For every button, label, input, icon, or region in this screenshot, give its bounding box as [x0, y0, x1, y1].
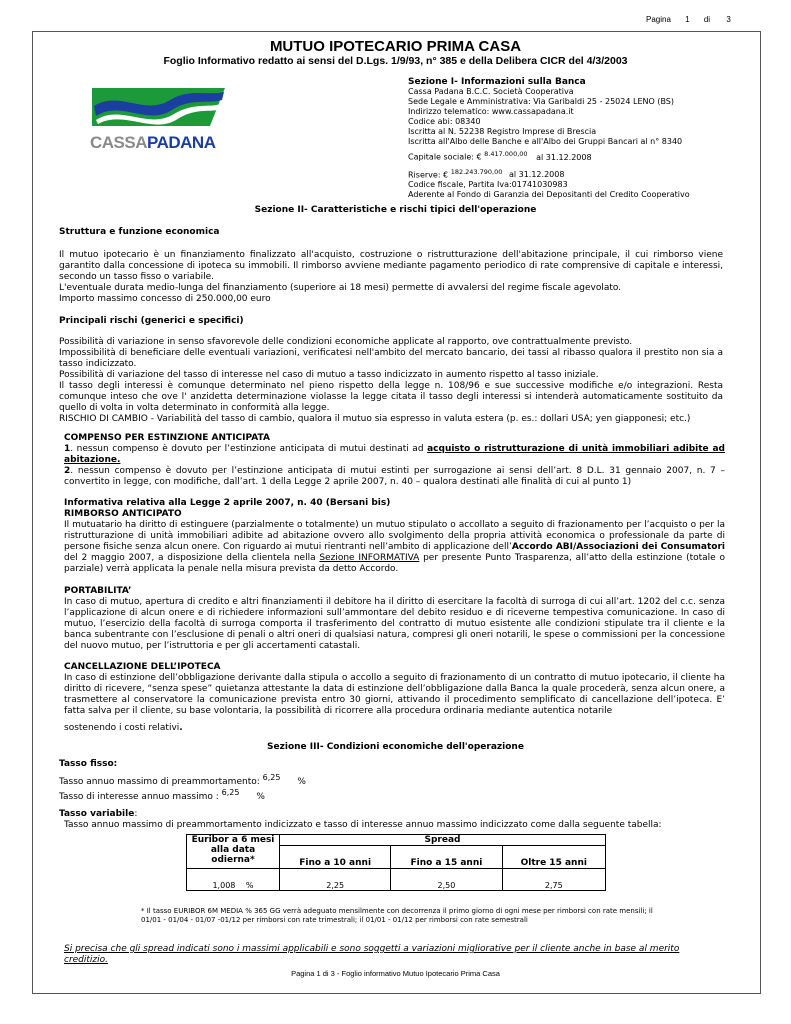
tasso-variabile-heading	[59, 809, 137, 820]
struttura-text	[59, 250, 723, 305]
rischi-text	[59, 337, 723, 425]
cancellazione-end: sostenendo i costi relativi	[64, 723, 180, 733]
compenso-block	[64, 433, 725, 488]
bank-registry: Iscritta al N. 52238 Registro Imprese di Brescia	[408, 127, 597, 136]
cancellazione-dot: .	[179, 723, 183, 733]
page-total: 3	[726, 15, 731, 24]
euribor-pct: %	[245, 881, 254, 890]
spread-cell-3: 2,75	[502, 869, 605, 891]
compenso-n2: 2	[64, 466, 71, 476]
bank-address: Sede Legale e Amministrativa: Via Garibaldi 25 - 25024 LENO (BS)	[408, 97, 674, 106]
bank-albo: Iscritta all'Albo delle Banche e all'Albo dei Gruppi Bancari al n° 8340	[408, 137, 683, 146]
bank-guarantee-fund: Aderente al Fondo di Garanzia dei Depositanti del Credito Cooperativo	[408, 190, 690, 200]
spread-table	[186, 834, 606, 891]
bank-website: Indirizzo telematico: www.cassapadana.it	[408, 107, 574, 116]
riserve-value: 182.243.790,00	[450, 167, 503, 176]
page-number: 1	[685, 15, 690, 24]
bank-tax-code: Codice fiscale, Partita Iva:01741030983	[408, 180, 568, 190]
variabile-intro: Tasso annuo massimo di preammortamento indicizzato e tasso di interesse annuo massimo indicizzato come dalla seguente tabella:	[64, 820, 662, 830]
struttura-heading: Struttura e funzione economica	[59, 227, 220, 237]
rischi-heading: Principali rischi (generici e specifici)	[59, 316, 244, 326]
bersani-block	[64, 498, 725, 575]
struttura-p1: Il mutuo ipotecario è un finanziamento finalizzato all'acquisto, costruzione o ristrutturazione dell'abitazione principale, il cui rimborso viene garantito dalla concessione di ipoteca su immobili. Il rimborso avviene mediante pagamento periodico di rate comprensive di capitale e interessi, secondo un tasso fisso o variabile.	[59, 250, 723, 282]
bank-info	[408, 77, 748, 200]
tasso-variabile-label: Tasso variabile	[59, 809, 135, 819]
compenso-p2: . nessun compenso è dovuto per l’estinzione anticipata di mutui estinti per surrogazione ai sensi dell’art. 8 D.L. 31 gennaio 2007, n. 7 – convertito in legge, con modifiche, dall’art. 1 della Legge 2 aprile 2007, n. 40 – qualora destinati alle finalità di cui al punto 1)	[64, 466, 725, 487]
fisso-pct-1: %	[297, 777, 306, 787]
section-3-heading: Sezione III- Condizioni economiche dell'operazione	[267, 742, 524, 752]
riserve-label: Riserve: €	[408, 170, 449, 180]
page-label: Pagina	[646, 15, 671, 24]
col-oltre-15: Oltre 15 anni	[502, 846, 605, 869]
compenso-p1a: . nessun compenso è dovuto per l’estinzione anticipata di mutui destinati ad	[70, 444, 428, 454]
fisso-label-2: Tasso di interesse annuo massimo :	[59, 792, 219, 802]
compenso-p1b: acquisto o ristrutturazione di unità immobiliari adibite ad abitazione.	[64, 444, 725, 465]
rischi-p1: Possibilità di variazione in senso sfavorevole delle condizioni economiche applicate al rapporto, ove contrattualmente previsto.	[59, 337, 633, 347]
bank-abi: Codice abi: 08340	[408, 117, 481, 126]
bersani-p-a: Il mutuatario ha diritto di estinguere (parzialmente o totalmente) un mutuo stipulato o accollato a seguito di frazionamento per l’acquisto o per la ristrutturazione di unità immobiliari adibite ad abitazione ovvero allo svolgimento della propria attività economica o professionale da parte di persone fisiche senza alcun onere. Con riguardo ai mutui rientranti nell’ambito di applicazione dell’	[64, 520, 725, 552]
struttura-p3: Importo massimo concesso di 250.000,00 euro	[59, 294, 271, 304]
cancellazione-text: In caso di estinzione dell’obbligazione derivante dalla stipula o accollo a seguito di frazionamento di un contratto di mutuo ipotecario, il cliente ha diritto di ricevere, “senza spese” quietanza attestante la data di estinzione dell’obbligazione dalla Banca la quale procederà, senza alcun onere, a trasmettere al conservatore la comunicazione prevista entro 30 giorni, attivando il procedimento semplificato di cancellazione dell’ipoteca. E’ fatta salva per il cliente, su base volontaria, la possibilità di ricorrere alla procedura ordinaria mediante autentica notarile	[64, 673, 725, 716]
capitale-date: al 31.12.2008	[536, 152, 592, 162]
section-2-heading: Sezione II- Caratteristiche e rischi tipici dell'operazione	[254, 205, 537, 215]
tasso-fisso-heading: Tasso fisso:	[59, 759, 118, 769]
capitale-value: 8.417.000,00	[484, 150, 528, 158]
page-header	[646, 15, 736, 24]
tasso-variabile-colon: :	[134, 809, 138, 819]
euribor-value: 1,008	[212, 881, 236, 890]
rischi-p2: Impossibilità di beneficiare delle eventuali variazioni, verificatesi nell'ambito del mercato bancario, dei tassi al ribasso qualora il prestito non sia a tasso indicizzato.	[59, 348, 723, 369]
capitale-label: Capitale sociale: €	[408, 152, 482, 162]
fisso-value-1: 6,25	[262, 773, 281, 782]
rischi-p4: Il tasso degli interessi è comunque determinato nel pieno rispetto della legge n. 108/96 e sue successive modifiche e/o integrazioni. Resta comunque inteso che ove l' anzidetta determinazione violasse la legge citata il tasso degli interessi si intenderà automaticamente sostituito da quello di volta in volta determinato in conformità alla legge.	[59, 381, 723, 413]
bersani-accordo: Accordo ABI/Associazioni dei Consumatori	[511, 542, 725, 552]
bersani-p-c: del 2 maggio 2007, a disposizione della clientela nella	[64, 553, 320, 563]
rischi-p3: Possibilità di variazione del tasso di interesse nel caso di mutuo a tasso indicizzato in aumento rispetto al tasso iniziale.	[59, 370, 599, 380]
table-footnote: * Il tasso EURIBOR 6M MEDIA % 365 GG verrà adeguato mensilmente con decorrenza il primo giorno di ogni mese per rimborsi con rate mensili; il 01/01 - 01/04 - 01/07 -01/12 per rimborsi con rate trimestrali; il 01/01 - 01/12 per rimborsi con rate semestrali	[141, 907, 653, 924]
closing-note: Si precisa che gli spread indicati sono i massimi applicabili e sono soggetti a variazioni migliorative per il cliente anche in base al merito creditizio.	[64, 944, 680, 965]
compenso-n1: 1	[64, 444, 71, 454]
rimborso-heading: RIMBORSO ANTICIPATO	[64, 509, 182, 519]
spread-cell-1: 2,25	[280, 869, 391, 891]
cancellazione-block	[64, 662, 725, 734]
struttura-p2: L'eventuale durata medio-lunga del finanziamento (superiore ai 18 mesi) permette di avvalersi del regime fiscale agevolato.	[59, 283, 622, 293]
spread-cell-2: 2,50	[391, 869, 502, 891]
document-title: MUTUO IPOTECARIO PRIMA CASA	[269, 38, 522, 55]
document-subtitle: Foglio Informativo redatto ai sensi del D.Lgs. 1/9/93, n° 385 e della Delibera CICR del 4/3/2003	[163, 55, 628, 67]
euribor-cell	[187, 869, 280, 891]
page-of-label: di	[703, 15, 711, 24]
compenso-heading: COMPENSO PER ESTINZIONE ANTICIPATA	[64, 433, 270, 443]
logo-text-cassa: CASSA	[90, 133, 148, 152]
riserve-date: al 31.12.2008	[508, 170, 565, 180]
fisso-pct-2: %	[256, 792, 265, 802]
bank-logo	[90, 86, 230, 152]
euribor-header: Euribor a 6 mesi alla data odierna*	[187, 835, 280, 869]
section-1-heading: Sezione I- Informazioni sulla Banca	[408, 77, 586, 87]
portabilita-text: In caso di mutuo, apertura di credito e altri finanziamenti il debitore ha il diritto di esercitare la facoltà di surroga di cui all’art. 1202 del c.c. senza l’applicazione di alcun onere e di richiedere informazioni sull’ammontare del debito residuo e di riceverne tempestiva comunicazione. In caso di mutuo, l’esercizio della facoltà di surroga comporta il trasferimento del contratto di mutuo esistente alle condizioni stipulate tra il cliente e la banca subentrante con l’esclusione di penali o altri oneri di qualsiasi natura, compresi gli oneri notarili, le spese o commissioni per la concessione del nuovo mutuo, per l’istruttoria e per gli accertamenti catastali.	[64, 597, 725, 651]
col-fino-15: Fino a 15 anni	[391, 846, 502, 869]
bersani-p-e: per presente Punto Trasparenza, all’atto della estinzione (totale o parziale) verrà applicata la penale nella misura prevista da detto Accordo.	[64, 553, 725, 574]
col-fino-10: Fino a 10 anni	[280, 846, 391, 869]
portabilita-block	[64, 586, 725, 652]
page-footer: Pagina 1 di 3 - Foglio informativo Mutuo Ipotecario Prima Casa	[291, 969, 500, 978]
fisso-row-1	[59, 772, 459, 788]
portabilita-heading: PORTABILITA’	[64, 586, 132, 596]
logo-text-padana: PADANA	[147, 133, 216, 152]
rischi-p5: RISCHIO DI CAMBIO - Variabilità del tasso di cambio, qualora il mutuo sia espresso in valuta estera (p. es.: dollari USA; yen giapponesi; etc.)	[59, 414, 691, 424]
cancellazione-heading: CANCELLAZIONE DELL’IPOTECA	[64, 662, 221, 672]
bersani-heading: Informativa relativa alla Legge 2 aprile 2007, n. 40 (Bersani bis)	[64, 498, 391, 508]
logo-mark-icon	[90, 86, 230, 130]
fisso-row-2	[59, 787, 459, 803]
sezione-informativa-link[interactable]: Sezione INFORMATIVA	[319, 553, 420, 563]
spread-header: Spread	[280, 835, 606, 846]
bank-name: Cassa Padana B.C.C. Società Cooperativa	[408, 87, 574, 96]
fisso-value-2: 6,25	[221, 788, 240, 797]
fisso-label-1: Tasso annuo massimo di preammortamento:	[59, 777, 260, 787]
